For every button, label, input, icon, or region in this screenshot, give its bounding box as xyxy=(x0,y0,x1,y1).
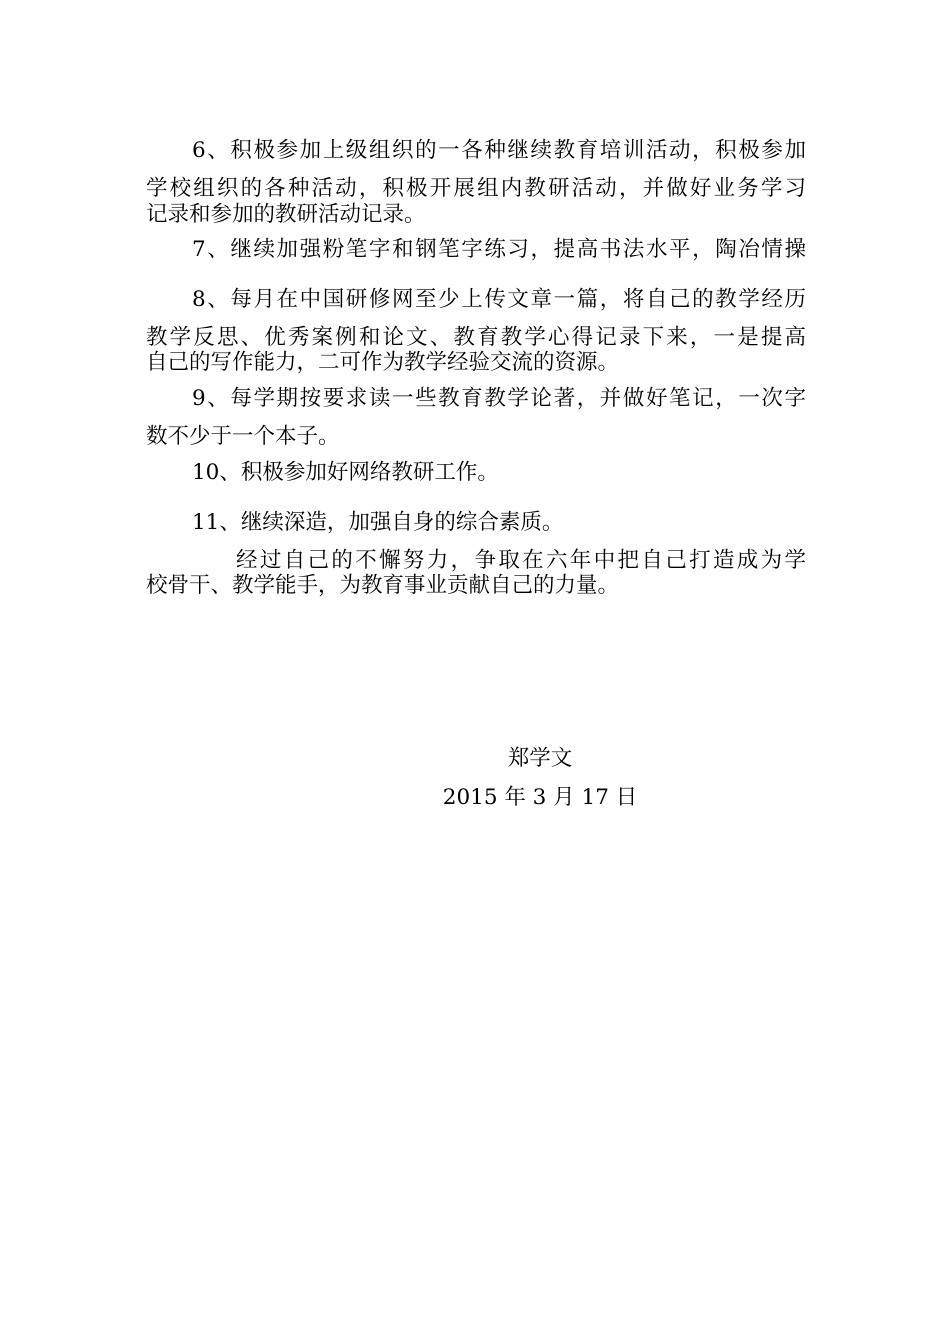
item-6-line-3: 记录和参加的教研活动记录。 xyxy=(146,202,426,227)
item-9-line-2: 数不少于一个本子。 xyxy=(146,424,340,449)
item-8-line-1: 8、每月在中国研修网至少上传文章一篇，将自己的教学经历 xyxy=(192,287,806,312)
item-10-line: 10、积极参加好网络教研工作。 xyxy=(192,460,499,485)
item-6-line-1: 6、积极参加上级组织的一各种继续教育培训活动，积极参加 xyxy=(192,138,806,163)
item-6-line-2: 学校组织的各种活动，积极开展组内教研活动，并做好业务学习 xyxy=(146,176,806,201)
item-8-line-3: 自己的写作能力，二可作为教学经验交流的资源。 xyxy=(146,350,620,375)
item-11-line: 11、继续深造，加强自身的综合素质。 xyxy=(192,510,564,535)
closing-line-2: 校骨干、教学能手，为教育事业贡献自己的力量。 xyxy=(146,573,620,598)
closing-line-1: 经过自己的不懈努力，争取在六年中把自己打造成为学 xyxy=(236,548,806,573)
item-7-line-1: 7、继续加强粉笔字和钢笔字练习，提高书法水平，陶冶情操 xyxy=(192,237,806,262)
item-8-line-2: 教学反思、优秀案例和论文、教育教学心得记录下来，一是提高 xyxy=(146,325,806,350)
signature-date: 2015 年 3 月 17 日 xyxy=(442,785,638,810)
signature-author: 郑学文 xyxy=(507,746,573,771)
item-9-line-1: 9、每学期按要求读一些教育教学论著，并做好笔记，一次字 xyxy=(192,386,806,411)
